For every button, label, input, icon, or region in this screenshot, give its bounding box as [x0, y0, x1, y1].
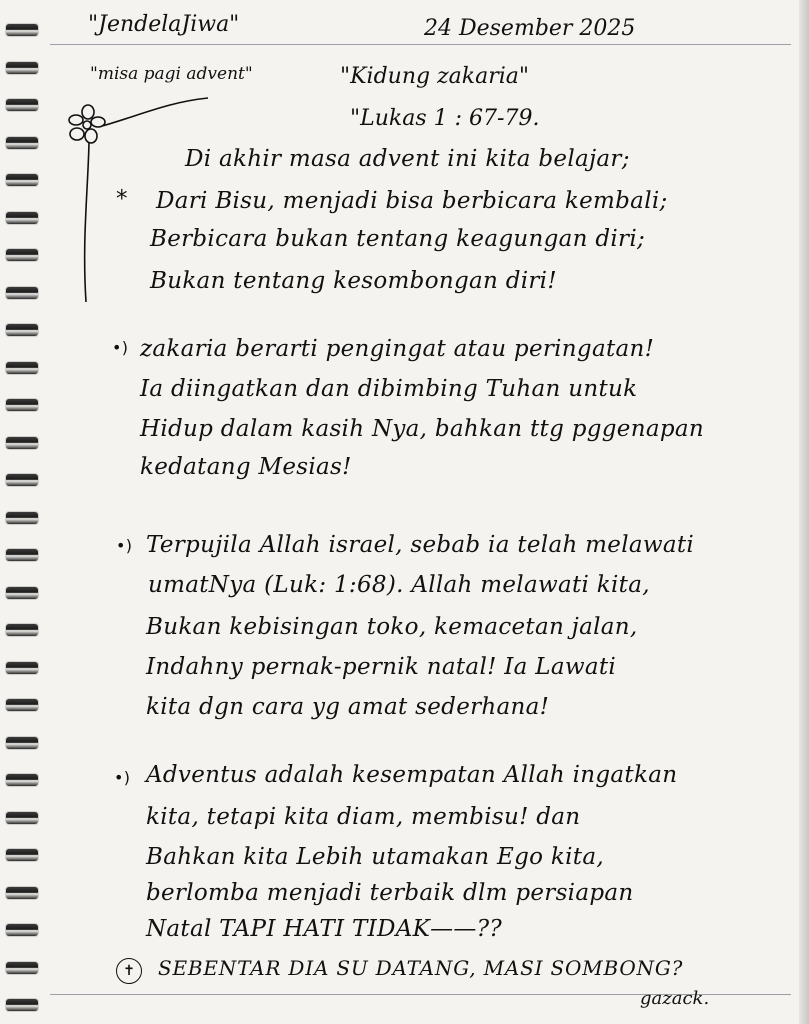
section2-line: zakaria berarti pengingat atau peringatan!	[140, 336, 655, 362]
spiral-coil	[6, 737, 38, 749]
spiral-coil	[6, 362, 38, 374]
spiral-coil	[6, 887, 38, 899]
section3-line: kita dgn cara yg amat sederhana!	[146, 694, 550, 720]
section3-line: umatNya (Luk: 1:68). Allah melawati kita,	[148, 572, 650, 598]
spiral-coil	[6, 587, 38, 599]
section1-line: Berbicara bukan tentang keagungan diri;	[150, 226, 646, 252]
section1-marker: *	[116, 186, 128, 212]
section1-line: Bukan tentang kesombongan diri!	[150, 268, 557, 294]
spiral-coil	[6, 774, 38, 786]
spiral-coil	[6, 62, 38, 74]
spiral-coil	[6, 924, 38, 936]
page-edge	[799, 0, 809, 1024]
spiral-coil	[6, 324, 38, 336]
spiral-coil	[6, 999, 38, 1011]
spiral-coil	[6, 849, 38, 861]
spiral-coil	[6, 962, 38, 974]
signature: gazack.	[640, 988, 710, 1009]
song-title: "Kidung zakaria"	[340, 64, 530, 89]
opening-line: Di akhir masa advent ini kita belajar;	[185, 146, 630, 172]
section4-line: Bahkan kita Lebih utamakan Ego kita,	[146, 844, 604, 870]
section1-line: Dari Bisu, menjadi bisa berbicara kembali;	[156, 188, 668, 214]
spiral-coil	[6, 287, 38, 299]
section2-line: kedatang Mesias!	[140, 454, 352, 480]
spiral-coil	[6, 249, 38, 261]
section2-line: Ia diingatkan dan dibimbing Tuhan untuk	[140, 376, 638, 402]
header-rule	[50, 44, 791, 45]
section4-line: kita, tetapi kita diam, membisu! dan	[146, 804, 581, 830]
section4-line: Adventus adalah kesempatan Allah ingatkan	[146, 762, 678, 788]
entry-date: 24 Desember 2025	[424, 16, 636, 41]
spiral-coil	[6, 174, 38, 186]
section2-line: Hidup dalam kasih Nya, bahkan ttg pggenapan	[140, 416, 704, 442]
spiral-coil	[6, 24, 38, 36]
spiral-coil	[6, 399, 38, 411]
spiral-coil	[6, 662, 38, 674]
spiral-coil	[6, 549, 38, 561]
spiral-coil	[6, 699, 38, 711]
spiral-coil	[6, 99, 38, 111]
section3-line: Bukan kebisingan toko, kemacetan jalan,	[146, 614, 638, 640]
section4-line: Natal TAPI HATI TIDAK——??	[146, 916, 502, 942]
spiral-coil	[6, 624, 38, 636]
closing-line: SEBENTAR DIA SU DATANG, MASI SOMBONG?	[158, 956, 684, 980]
spiral-coil	[6, 512, 38, 524]
spiral-coil	[6, 437, 38, 449]
scripture-reference: "Lukas 1 : 67-79.	[350, 106, 540, 131]
section4-marker: •)	[114, 768, 131, 787]
section2-marker: •)	[112, 338, 129, 357]
spiral-coil	[6, 812, 38, 824]
misa-label: "misa pagi advent"	[90, 64, 253, 84]
closing-marker: ✝	[116, 958, 142, 984]
section3-marker: •)	[116, 536, 133, 555]
spiral-coil	[6, 212, 38, 224]
journal-title: "JendelaJiwa"	[88, 12, 240, 37]
section4-line: berlomba menjadi terbaik dlm persiapan	[146, 880, 634, 906]
section3-line: Indahny pernak-pernik natal! Ia Lawati	[146, 654, 617, 680]
section3-line: Terpujila Allah israel, sebab ia telah melawati	[146, 532, 695, 558]
spiral-coil	[6, 474, 38, 486]
spiral-binding	[0, 0, 44, 1024]
spiral-coil	[6, 137, 38, 149]
